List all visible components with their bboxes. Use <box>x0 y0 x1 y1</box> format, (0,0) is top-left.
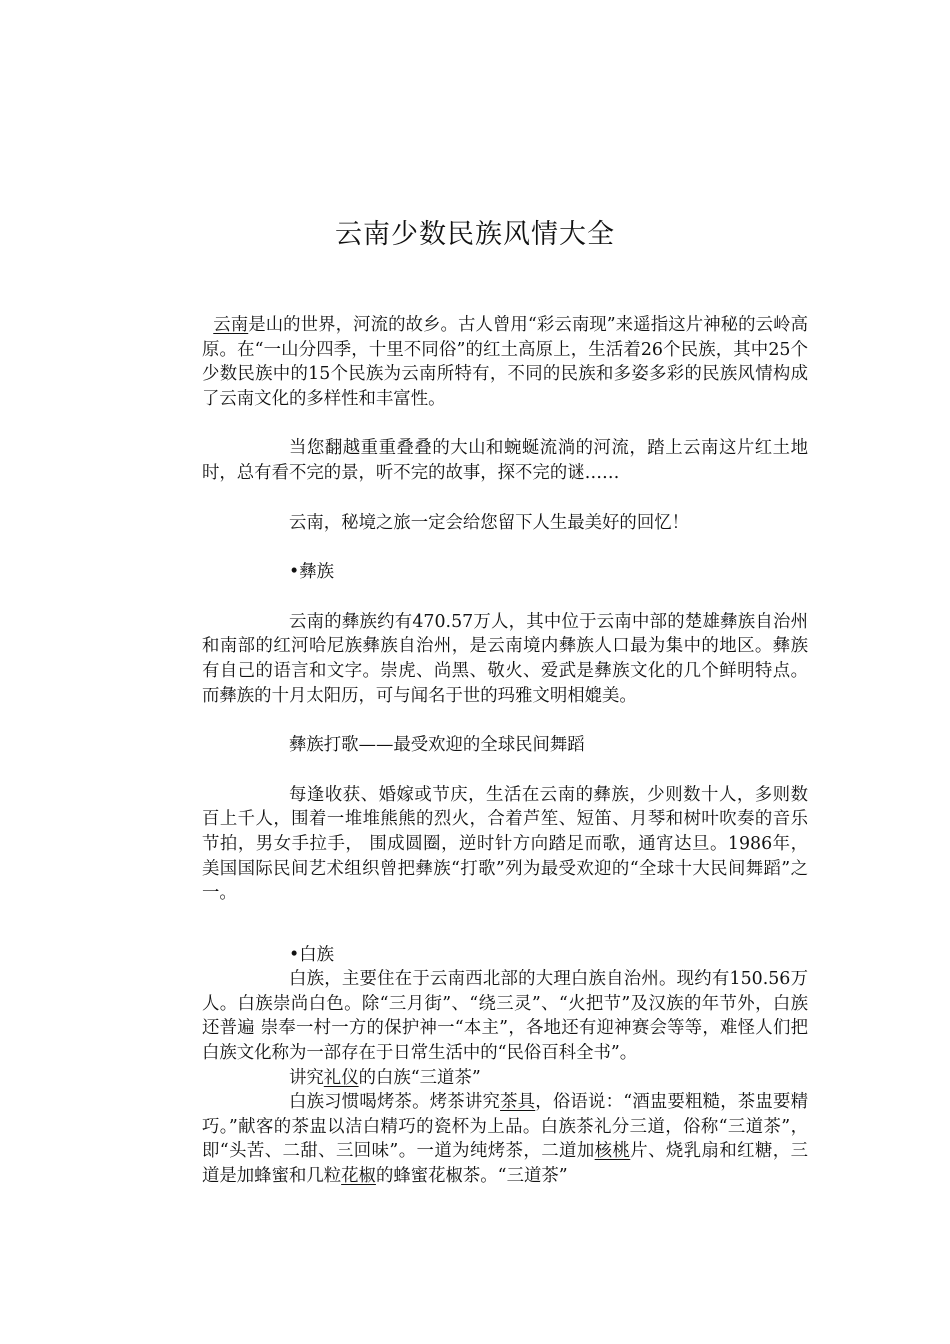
link-liyi[interactable]: 礼仪 <box>323 1067 359 1088</box>
tea-text-e: 片、烧乳扇和红糖，三道是加蜂蜜和几粒 <box>202 1141 808 1187</box>
tea-title-text-c: 的白族“三道茶” <box>358 1067 481 1088</box>
yi-dance-title: 彝族打歌——最受欢迎的全球民间舞蹈 <box>289 735 585 756</box>
intro-text: 是山的世界，河流的故乡。古人曾用“彩云南现”来遥指这片神秘的云岭高原。在“一山分四季，十里不同俗”的红土高原上，生活着26个民族，其中25个少数民族中的15个民族为云南所特有，不同的民族和多姿多彩的民族风情构成了云南文化的多样性和丰富性。 <box>202 315 808 409</box>
memory-paragraph: 云南，秘境之旅一定会给您留下人生最美好的回忆！ <box>289 512 689 533</box>
yi-paragraph: 云南的彝族约有470.57万人，其中位于云南中部的楚雄彝族自治州和南部的红河哈尼族彝族自治州，是云南境内彝族人口最为集中的地区。彝族有自己的语言和文字。崇虎、尚黑、敬火、爱武是彝族文化的几个鲜明特点。而彝族的十月太阳历，可与闻名于世的玛雅文明相媲美。 <box>202 611 808 706</box>
yi-dance-paragraph: 每逢收获、婚嫁或节庆，生活在云南的彝族，少则数十人，多则数百上千人，围着一堆堆熊熊的烈火，合着芦笙、短笛、月琴和树叶吹奏的音乐节拍，男女手拉手， 围成圆圈，逆时针方向踏足而歌，通宵达旦。1986年，美国国际民间艺术组织曾把彝族“打歌”列为最受欢迎的“全球十大民间舞蹈”之一。 <box>202 784 808 904</box>
tea-title-text-a: 讲究 <box>289 1067 324 1088</box>
link-chaju[interactable]: 茶具 <box>500 1092 536 1113</box>
yi-heading: •彝族 <box>289 562 335 583</box>
tea-text-c: ，俗语说：“酒盅要粗糙，茶盅要精巧。”献客的茶盅以洁白精巧的瓷杯为上品。白族茶礼分三道，俗称“三道茶”，即“头苦、二甜、三回味”。一道为纯烤茶，二道加 <box>202 1092 808 1162</box>
tea-text-g: 的蜂蜜花椒茶。“三道茶” <box>375 1166 568 1187</box>
intro-link-yunnan[interactable]: 云南 <box>213 315 249 335</box>
bai-tea-paragraph <box>202 1090 808 1188</box>
bai-paragraph: 白族，主要住在于云南西北部的大理白族自治州。现约有150.56万人。白族崇尚白色。除“三月街”、“绕三灵”、“火把节”及汉族的年节外，白族还普遍 崇奉一村一方的保护神一“本主”，各地还有迎神赛会等等，难怪人们把白族文化称为一部存在于日常生活中的“民俗百科全书”。 <box>202 969 808 1064</box>
bai-heading: •白族 <box>289 944 335 965</box>
tea-text-a: 白族习惯喝烤茶。烤茶讲究 <box>289 1092 501 1113</box>
intro-paragraph <box>202 313 808 411</box>
journey-paragraph: 当您翻越重重叠叠的大山和蜿蜒流淌的河流，踏上云南这片红土地时，总有看不完的景，听不完的故事，探不完的谜…… <box>202 438 808 483</box>
link-huajiao[interactable]: 花椒 <box>341 1166 376 1187</box>
document-body <box>202 313 808 1189</box>
link-hetao[interactable]: 核桃 <box>594 1141 631 1162</box>
bai-tea-title <box>202 1066 808 1091</box>
document-title: 云南少数民族风情大全 <box>335 219 615 250</box>
